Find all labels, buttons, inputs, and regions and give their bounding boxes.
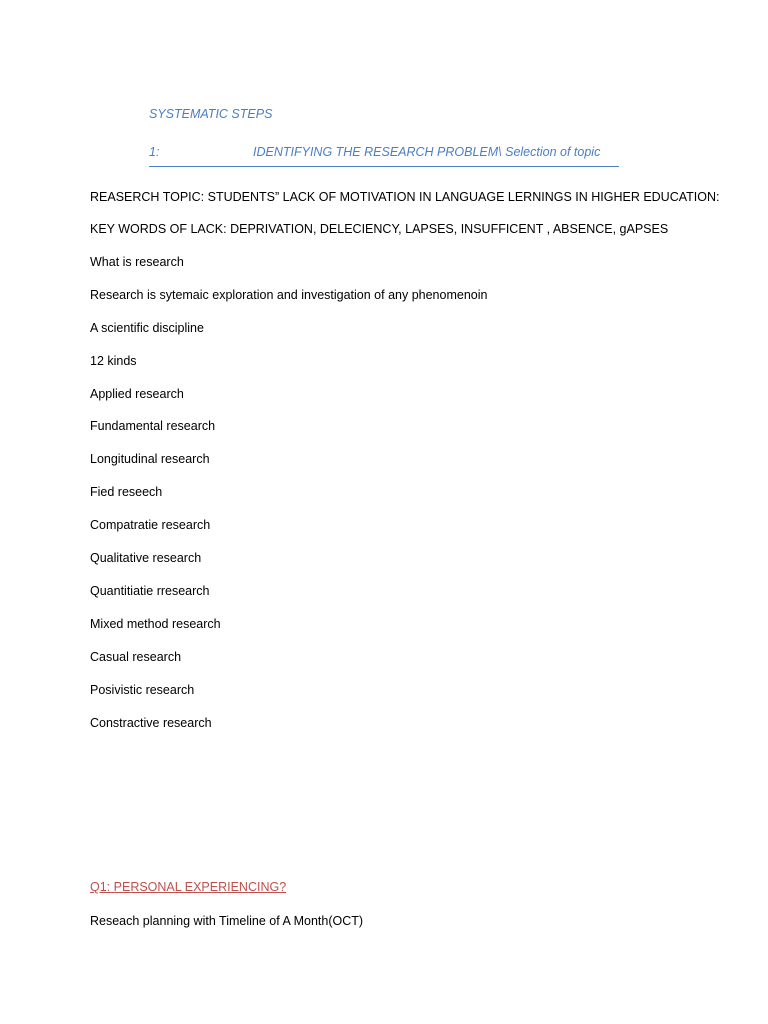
research-topic-line: REASERCH TOPIC: STUDENTS” LACK OF MOTIVATION IN LANGUAGE LERNINGS IN HIGHER EDUCATION: xyxy=(90,190,720,204)
research-kind-item: Fundamental research xyxy=(90,419,216,433)
body-line: Research is sytemaic exploration and investigation of any phenomenoin xyxy=(90,288,488,302)
step-title: IDENTIFYING THE RESEARCH PROBLEM\ Selection of topic xyxy=(253,145,601,159)
section-heading: SYSTEMATIC STEPS xyxy=(149,107,273,121)
closing-line: Reseach planning with Timeline of A Month(OCT) xyxy=(90,914,364,928)
body-line: 12 kinds xyxy=(90,354,137,368)
research-kind-item: Quantitiatie rresearch xyxy=(90,584,210,598)
research-kind-item: Longitudinal research xyxy=(90,452,210,466)
step-number: 1: xyxy=(149,145,160,159)
body-line: What is research xyxy=(90,255,184,269)
heading-underline xyxy=(149,166,619,167)
body-line: A scientific discipline xyxy=(90,321,204,335)
research-kind-item: Mixed method research xyxy=(90,617,221,631)
question-label: Q1: xyxy=(90,880,111,894)
question-heading xyxy=(90,880,286,894)
question-text: PERSONAL EXPERIENCING? xyxy=(113,880,287,894)
research-kind-item: Compatratie research xyxy=(90,518,211,532)
research-kind-item: Fied reseech xyxy=(90,485,163,499)
research-kind-item: Casual research xyxy=(90,650,182,664)
research-kind-item: Constractive research xyxy=(90,716,212,730)
research-kind-item: Qualitative research xyxy=(90,551,202,565)
keywords-line: KEY WORDS OF LACK: DEPRIVATION, DELECIENCY, LAPSES, INSUFFICENT , ABSENCE, gAPSES xyxy=(90,222,669,236)
research-kind-item: Posivistic research xyxy=(90,683,195,697)
research-kind-item: Applied research xyxy=(90,387,184,401)
